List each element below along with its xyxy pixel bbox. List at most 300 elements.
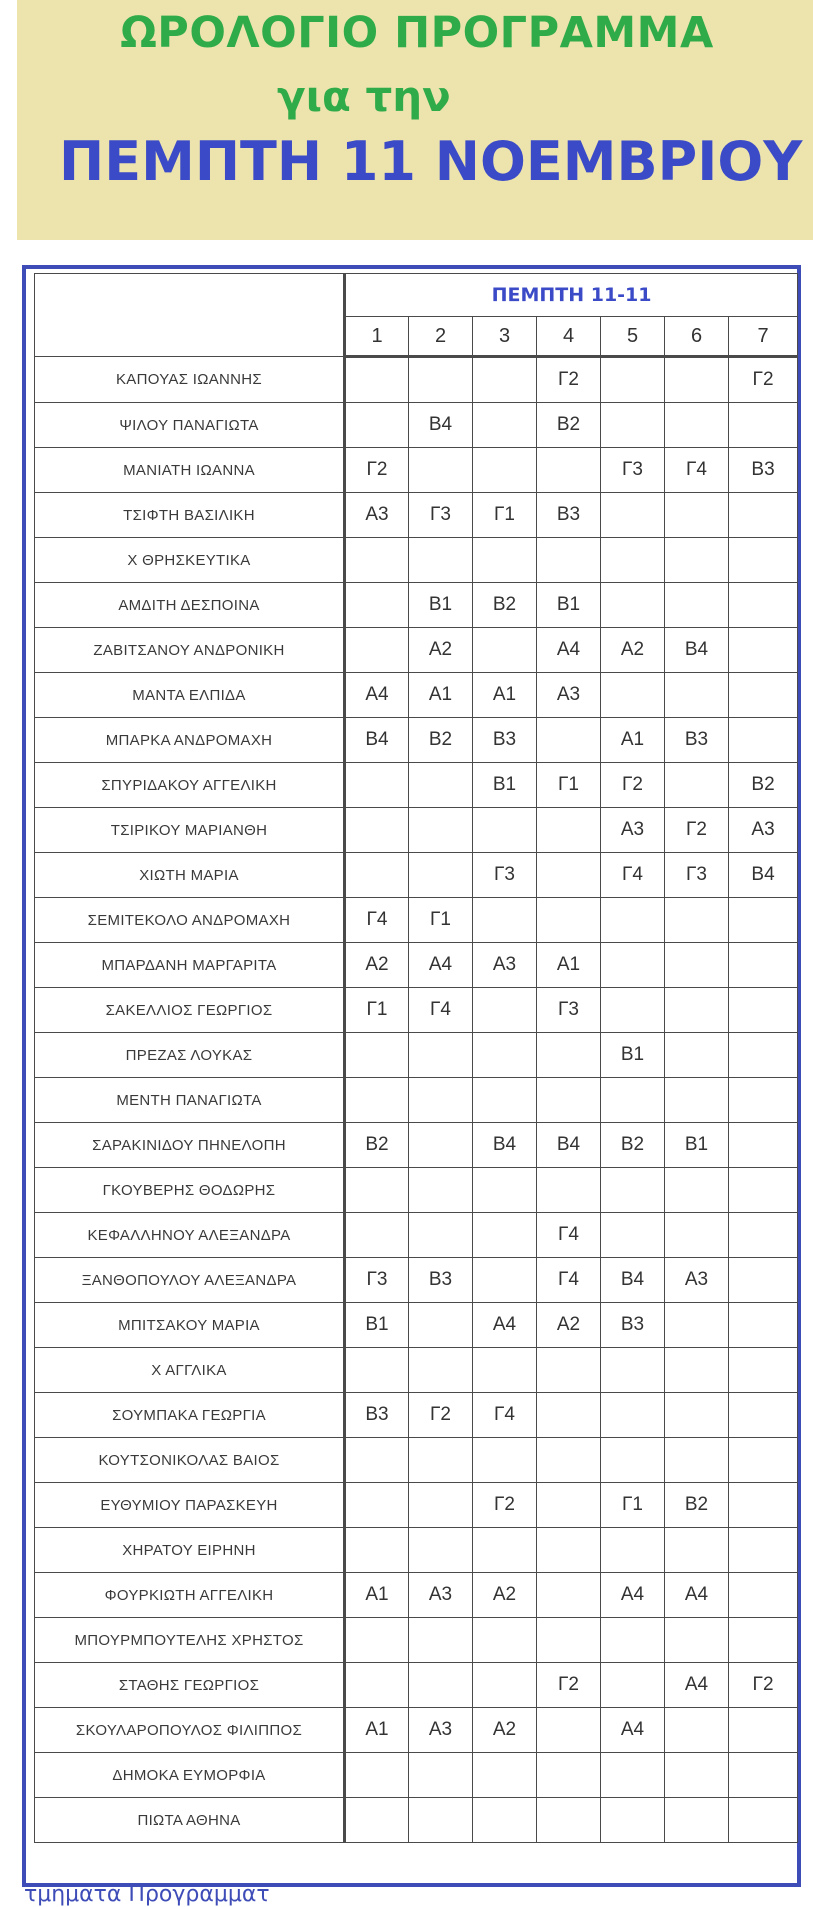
class-cell [537, 1708, 601, 1753]
class-cell [537, 1483, 601, 1528]
class-cell [409, 1798, 473, 1843]
table-row [35, 1213, 798, 1258]
table-row [35, 1753, 798, 1798]
class-cell [729, 1528, 798, 1573]
class-cell [665, 1033, 729, 1078]
class-cell [729, 718, 798, 763]
class-cell [473, 403, 537, 448]
class-cell: Β2 [473, 583, 537, 628]
class-cell [537, 1798, 601, 1843]
class-cell: Α3 [345, 493, 409, 538]
table-row [35, 1168, 798, 1213]
date-heading: ΠΕΜΠΤΗ 11 ΝΟΕΜΒΡΙΟΥ [59, 130, 803, 193]
teacher-name: Χ ΑΓΓΛΙΚΑ [35, 1348, 345, 1393]
class-cell: Α1 [601, 718, 665, 763]
class-cell [345, 1798, 409, 1843]
class-cell: Β4 [409, 403, 473, 448]
teacher-name: ΠΡΕΖΑΣ ΛΟΥΚΑΣ [35, 1033, 345, 1078]
table-row [35, 1033, 798, 1078]
class-cell [665, 1753, 729, 1798]
class-cell: Γ2 [665, 808, 729, 853]
class-cell [665, 583, 729, 628]
class-cell [601, 1753, 665, 1798]
class-cell: Α4 [601, 1708, 665, 1753]
class-cell [601, 1528, 665, 1573]
class-cell: Α4 [601, 1573, 665, 1618]
teacher-name: ΣΟΥΜΠΑΚΑ ΓΕΩΡΓΙΑ [35, 1393, 345, 1438]
class-cell: Γ3 [345, 1258, 409, 1303]
class-cell [473, 1798, 537, 1843]
teacher-name: ΔΗΜΟΚΑ ΕΥΜΟΡΦΙΑ [35, 1753, 345, 1798]
class-cell [473, 628, 537, 673]
day-label: ΠΕΜΠΤΗ 11-11 [345, 274, 798, 317]
class-cell [729, 1303, 798, 1348]
class-cell [729, 943, 798, 988]
class-cell [729, 1483, 798, 1528]
table-row [35, 1618, 798, 1663]
class-cell [473, 1078, 537, 1123]
class-cell [345, 1618, 409, 1663]
class-cell: Γ2 [601, 763, 665, 808]
class-cell: Γ3 [409, 493, 473, 538]
table-row [35, 943, 798, 988]
table-row [35, 1348, 798, 1393]
class-cell [665, 403, 729, 448]
class-cell: Γ1 [601, 1483, 665, 1528]
class-cell [665, 1798, 729, 1843]
class-cell [473, 1348, 537, 1393]
class-cell [409, 1123, 473, 1168]
table-row [35, 763, 798, 808]
class-cell [409, 1753, 473, 1798]
table-row [35, 538, 798, 583]
class-cell [345, 403, 409, 448]
class-cell [729, 1618, 798, 1663]
teacher-name: ΣΑΚΕΛΛΙΟΣ ΓΕΩΡΓΙΟΣ [35, 988, 345, 1033]
class-cell: Γ2 [473, 1483, 537, 1528]
class-cell: Α1 [537, 943, 601, 988]
table-row [35, 628, 798, 673]
table-row [35, 1483, 798, 1528]
class-cell [473, 1618, 537, 1663]
class-cell: Β2 [601, 1123, 665, 1168]
teacher-name: ΣΕΜΙΤΕΚΟΛΟ ΑΝΔΡΟΜΑΧΗ [35, 898, 345, 943]
class-cell [345, 357, 409, 403]
class-cell [409, 1303, 473, 1348]
class-cell [537, 1348, 601, 1393]
class-cell [409, 538, 473, 583]
class-cell [601, 538, 665, 583]
period-header-6: 6 [665, 317, 729, 357]
class-cell: Γ1 [473, 493, 537, 538]
class-cell [409, 1618, 473, 1663]
class-cell: Β2 [665, 1483, 729, 1528]
class-cell: Γ2 [537, 357, 601, 403]
teacher-name: ΣΑΡΑΚΙΝΙΔΟΥ ΠΗΝΕΛΟΠΗ [35, 1123, 345, 1168]
class-cell: Α2 [537, 1303, 601, 1348]
class-cell: Α1 [345, 1573, 409, 1618]
class-cell: Α3 [665, 1258, 729, 1303]
teacher-name: ΠΙΩΤΑ ΑΘΗΝΑ [35, 1798, 345, 1843]
class-cell: Α3 [409, 1573, 473, 1618]
schedule-frame [22, 265, 801, 1887]
class-cell [409, 853, 473, 898]
table-row [35, 1258, 798, 1303]
class-cell: Γ4 [345, 898, 409, 943]
teacher-name: ΕΥΘΥΜΙΟΥ ΠΑΡΑΣΚΕΥΗ [35, 1483, 345, 1528]
class-cell: Α3 [601, 808, 665, 853]
teacher-name: ΦΟΥΡΚΙΩΤΗ ΑΓΓΕΛΙΚΗ [35, 1573, 345, 1618]
class-cell [537, 1438, 601, 1483]
class-cell [601, 1438, 665, 1483]
teacher-name: Χ ΘΡΗΣΚΕΥΤΙΚΑ [35, 538, 345, 583]
class-cell [345, 1033, 409, 1078]
class-cell: Α2 [409, 628, 473, 673]
class-cell: Α2 [345, 943, 409, 988]
class-cell: Β3 [409, 1258, 473, 1303]
class-cell [537, 448, 601, 493]
teacher-name: ΤΣΙΦΤΗ ΒΑΣΙΛΙΚΗ [35, 493, 345, 538]
class-cell: Γ2 [345, 448, 409, 493]
class-cell: Β4 [665, 628, 729, 673]
class-cell [729, 1033, 798, 1078]
table-row [35, 403, 798, 448]
class-cell [473, 1033, 537, 1078]
class-cell: Α4 [409, 943, 473, 988]
class-cell: Α3 [729, 808, 798, 853]
class-cell [601, 1798, 665, 1843]
table-row [35, 1663, 798, 1708]
table-row [35, 583, 798, 628]
class-cell [665, 357, 729, 403]
class-cell [665, 673, 729, 718]
class-cell [729, 583, 798, 628]
class-cell [345, 1528, 409, 1573]
class-cell: Γ3 [537, 988, 601, 1033]
class-cell: Γ1 [345, 988, 409, 1033]
class-cell: Β2 [345, 1123, 409, 1168]
class-cell [409, 1078, 473, 1123]
teacher-name: ΖΑΒΙΤΣΑΝΟΥ ΑΝΔΡΟΝΙΚΗ [35, 628, 345, 673]
class-cell [601, 1078, 665, 1123]
class-cell [601, 988, 665, 1033]
table-row [35, 448, 798, 493]
class-cell [601, 1348, 665, 1393]
class-cell: Α1 [473, 673, 537, 718]
teacher-name: ΞΑΝΘΟΠΟΥΛΟΥ ΑΛΕΞΑΝΔΡΑ [35, 1258, 345, 1303]
teacher-name: ΧΙΩΤΗ ΜΑΡΙΑ [35, 853, 345, 898]
class-cell [345, 808, 409, 853]
class-cell [473, 357, 537, 403]
class-cell [601, 357, 665, 403]
table-row [35, 1078, 798, 1123]
class-cell [409, 1528, 473, 1573]
class-cell [537, 538, 601, 583]
class-cell: Α2 [601, 628, 665, 673]
class-cell: Γ3 [473, 853, 537, 898]
class-cell [537, 1168, 601, 1213]
class-cell [409, 1663, 473, 1708]
teacher-name: ΣΠΥΡΙΔΑΚΟΥ ΑΓΓΕΛΙΚΗ [35, 763, 345, 808]
table-row [35, 493, 798, 538]
class-cell [537, 808, 601, 853]
class-cell [729, 1123, 798, 1168]
class-cell [729, 1258, 798, 1303]
class-cell [345, 583, 409, 628]
class-cell [537, 1573, 601, 1618]
class-cell [729, 988, 798, 1033]
class-cell [409, 763, 473, 808]
class-cell: Β1 [409, 583, 473, 628]
teacher-name: ΚΑΠΟΥΑΣ ΙΩΑΝΝΗΣ [35, 357, 345, 403]
class-cell [729, 403, 798, 448]
period-header-4: 4 [537, 317, 601, 357]
period-header-7: 7 [729, 317, 798, 357]
class-cell [601, 1618, 665, 1663]
teacher-name: ΜΠΟΥΡΜΠΟΥΤΕΛΗΣ ΧΡΗΣΤΟΣ [35, 1618, 345, 1663]
page-subtitle: για την [277, 72, 451, 121]
class-cell [665, 1168, 729, 1213]
class-cell: Γ4 [473, 1393, 537, 1438]
teacher-name: ΜΕΝΤΗ ΠΑΝΑΓΙΩΤΑ [35, 1078, 345, 1123]
class-cell [601, 943, 665, 988]
class-cell: Γ4 [601, 853, 665, 898]
class-cell [537, 718, 601, 763]
class-cell [665, 1303, 729, 1348]
class-cell [409, 1348, 473, 1393]
class-cell [601, 1393, 665, 1438]
page-title: ΩΡΟΛΟΓΙΟ ΠΡΟΓΡΑΜΜΑ [120, 8, 714, 58]
table-row [35, 1573, 798, 1618]
class-cell: Β3 [665, 718, 729, 763]
class-cell: Α2 [473, 1708, 537, 1753]
table-row [35, 357, 798, 403]
teacher-name: ΜΠΑΡΚΑ ΑΝΔΡΟΜΑΧΗ [35, 718, 345, 763]
teacher-name: ΜΑΝΙΑΤΗ ΙΩΑΝΝΑ [35, 448, 345, 493]
class-cell: Β1 [601, 1033, 665, 1078]
class-cell [345, 628, 409, 673]
class-cell [537, 1033, 601, 1078]
table-row [35, 718, 798, 763]
class-cell [345, 1663, 409, 1708]
class-cell [729, 673, 798, 718]
class-cell [665, 1078, 729, 1123]
class-cell [473, 1528, 537, 1573]
class-cell: Β4 [537, 1123, 601, 1168]
class-cell [409, 808, 473, 853]
class-cell: Α1 [345, 1708, 409, 1753]
class-cell: Γ2 [409, 1393, 473, 1438]
class-cell [473, 898, 537, 943]
teacher-name: ΚΕΦΑΛΛΗΝΟΥ ΑΛΕΞΑΝΔΡΑ [35, 1213, 345, 1258]
class-cell: Β3 [473, 718, 537, 763]
class-cell [729, 1798, 798, 1843]
class-cell [729, 1708, 798, 1753]
class-cell: Β3 [729, 448, 798, 493]
period-header-3: 3 [473, 317, 537, 357]
corner-cell [35, 274, 345, 357]
table-row [35, 1393, 798, 1438]
table-row [35, 1708, 798, 1753]
class-cell: Α4 [537, 628, 601, 673]
class-cell: Α4 [665, 1573, 729, 1618]
class-cell [729, 1573, 798, 1618]
class-cell [601, 583, 665, 628]
class-cell: Β2 [729, 763, 798, 808]
class-cell [665, 763, 729, 808]
table-row [35, 853, 798, 898]
class-cell: Β3 [601, 1303, 665, 1348]
class-cell [473, 988, 537, 1033]
class-cell: Β4 [601, 1258, 665, 1303]
class-cell: Γ1 [409, 898, 473, 943]
header-banner [17, 0, 813, 240]
period-header-5: 5 [601, 317, 665, 357]
class-cell [665, 1393, 729, 1438]
class-cell: Α4 [345, 673, 409, 718]
class-cell: Α4 [665, 1663, 729, 1708]
class-cell [537, 1528, 601, 1573]
class-cell [345, 1213, 409, 1258]
class-cell: Β1 [665, 1123, 729, 1168]
class-cell [665, 1438, 729, 1483]
class-cell [601, 493, 665, 538]
footer-text: τμηματα Προγραμματ [24, 1882, 270, 1907]
table-row [35, 1798, 798, 1843]
class-cell [665, 988, 729, 1033]
teacher-name: ΑΜΔΙΤΗ ΔΕΣΠΟΙΝΑ [35, 583, 345, 628]
teacher-name: ΚΟΥΤΣΟΝΙΚΟΛΑΣ ΒΑΙΟΣ [35, 1438, 345, 1483]
table-row [35, 1528, 798, 1573]
class-cell [473, 1663, 537, 1708]
class-cell [345, 1168, 409, 1213]
class-cell [537, 898, 601, 943]
class-cell [537, 1393, 601, 1438]
class-cell [601, 898, 665, 943]
class-cell [665, 493, 729, 538]
class-cell [537, 1618, 601, 1663]
class-cell: Α3 [537, 673, 601, 718]
class-cell [409, 1033, 473, 1078]
teacher-name: ΨΙΛΟΥ ΠΑΝΑΓΙΩΤΑ [35, 403, 345, 448]
teacher-name: ΓΚΟΥΒΕΡΗΣ ΘΟΔΩΡΗΣ [35, 1168, 345, 1213]
class-cell: Β2 [409, 718, 473, 763]
class-cell [473, 1213, 537, 1258]
class-cell: Γ4 [665, 448, 729, 493]
class-cell [473, 1168, 537, 1213]
class-cell [473, 808, 537, 853]
class-cell: Β3 [345, 1393, 409, 1438]
class-cell: Α1 [409, 673, 473, 718]
class-cell [665, 898, 729, 943]
class-cell [601, 403, 665, 448]
class-cell [729, 1078, 798, 1123]
class-cell: Γ4 [537, 1258, 601, 1303]
class-cell [729, 538, 798, 583]
class-cell [729, 1213, 798, 1258]
class-cell [345, 1483, 409, 1528]
table-row [35, 808, 798, 853]
class-cell: Γ4 [409, 988, 473, 1033]
teacher-name: ΜΠΙΤΣΑΚΟΥ ΜΑΡΙΑ [35, 1303, 345, 1348]
class-cell: Γ2 [729, 357, 798, 403]
day-header-row [35, 274, 798, 317]
class-cell: Β1 [473, 763, 537, 808]
class-cell: Β4 [345, 718, 409, 763]
class-cell [665, 538, 729, 583]
class-cell [345, 1348, 409, 1393]
class-cell: Γ2 [729, 1663, 798, 1708]
class-cell [601, 1663, 665, 1708]
teacher-name: ΧΗΡΑΤΟΥ ΕΙΡΗΝΗ [35, 1528, 345, 1573]
table-row [35, 1438, 798, 1483]
class-cell [345, 1438, 409, 1483]
class-cell [729, 1438, 798, 1483]
class-cell [729, 1348, 798, 1393]
class-cell [473, 1438, 537, 1483]
period-header-2: 2 [409, 317, 473, 357]
class-cell [729, 1753, 798, 1798]
table-row [35, 988, 798, 1033]
class-cell: Β4 [473, 1123, 537, 1168]
class-cell [729, 493, 798, 538]
class-cell: Β4 [729, 853, 798, 898]
class-cell [409, 1168, 473, 1213]
class-cell [345, 1753, 409, 1798]
class-cell: Β3 [537, 493, 601, 538]
class-cell [665, 1213, 729, 1258]
class-cell: Γ4 [537, 1213, 601, 1258]
class-cell [537, 853, 601, 898]
class-cell: Γ3 [601, 448, 665, 493]
class-cell [729, 898, 798, 943]
class-cell: Γ3 [665, 853, 729, 898]
class-cell [345, 538, 409, 583]
class-cell [537, 1753, 601, 1798]
class-cell [729, 1168, 798, 1213]
class-cell [665, 1528, 729, 1573]
class-cell: Γ1 [537, 763, 601, 808]
table-row [35, 673, 798, 718]
teacher-name: ΣΤΑΘΗΣ ΓΕΩΡΓΙΟΣ [35, 1663, 345, 1708]
table-row [35, 1303, 798, 1348]
table-row [35, 898, 798, 943]
class-cell [665, 1618, 729, 1663]
class-cell [409, 1438, 473, 1483]
class-cell [345, 763, 409, 808]
class-cell: Α2 [473, 1573, 537, 1618]
teacher-name: ΤΣΙΡΙΚΟΥ ΜΑΡΙΑΝΘΗ [35, 808, 345, 853]
class-cell: Β2 [537, 403, 601, 448]
class-cell [729, 1393, 798, 1438]
class-cell: Α3 [473, 943, 537, 988]
teacher-name: ΣΚΟΥΛΑΡΟΠΟΥΛΟΣ ΦΙΛΙΠΠΟΣ [35, 1708, 345, 1753]
class-cell [345, 853, 409, 898]
class-cell [601, 1168, 665, 1213]
class-cell: Γ2 [537, 1663, 601, 1708]
class-cell [665, 1348, 729, 1393]
teacher-name: ΜΠΑΡΔΑΝΗ ΜΑΡΓΑΡΙΤΑ [35, 943, 345, 988]
class-cell [409, 357, 473, 403]
class-cell: Β1 [345, 1303, 409, 1348]
class-cell [473, 1753, 537, 1798]
period-header-1: 1 [345, 317, 409, 357]
class-cell [409, 1213, 473, 1258]
class-cell [409, 1483, 473, 1528]
class-cell [537, 1078, 601, 1123]
class-cell [601, 1213, 665, 1258]
class-cell [473, 538, 537, 583]
